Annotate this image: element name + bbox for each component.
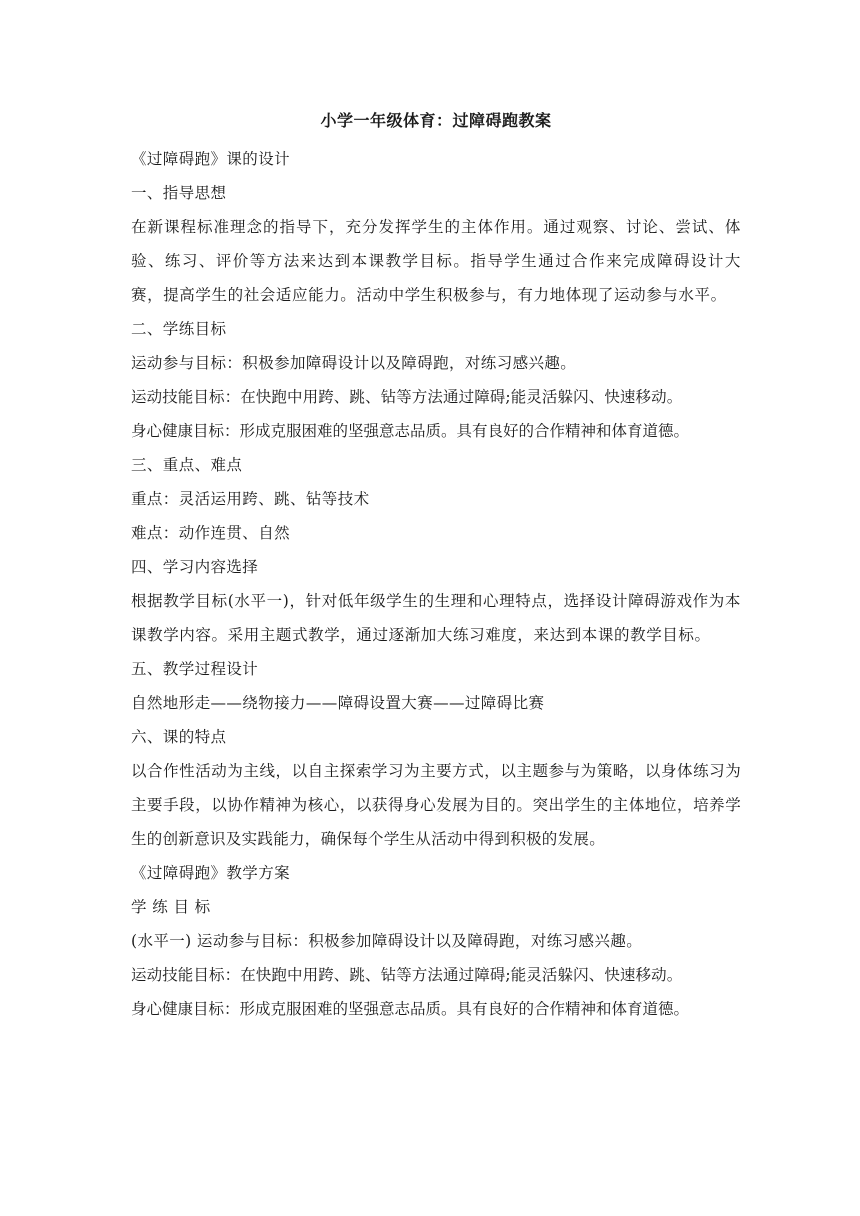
document-page — [131, 108, 741, 1026]
section-2-heading: 二、学练目标 — [131, 320, 227, 338]
goals-heading: 学 练 目 标 — [131, 898, 211, 916]
section-1-heading: 一、指导思想 — [131, 184, 227, 202]
section-5-heading: 五、教学过程设计 — [131, 660, 259, 678]
goals-health: 身心健康目标：形成克服困难的坚强意志品质。具有良好的合作精神和体育道德。 — [131, 1000, 690, 1018]
skill-goal: 运动技能目标：在快跑中用跨、跳、钻等方法通过障碍;能灵活躲闪、快速移动。 — [131, 388, 683, 406]
section-4-paragraph: 根据教学目标(水平一)，针对低年级学生的生理和心理特点，选择设计障碍游戏作为本课教学内容。采用主题式教学，通过逐渐加大练习难度，来达到本课的教学目标。 — [131, 592, 741, 644]
section-6-paragraph: 以合作性活动为主线，以自主探索学习为主要方式，以主题参与为策略，以身体练习为主要手段，以协作精神为核心，以获得身心发展为目的。突出学生的主体地位，培养学生的创新意识及实践能力，确保每个学生从活动中得到积极的发展。 — [131, 762, 741, 848]
design-heading: 《过障碍跑》课的设计 — [131, 150, 291, 168]
health-goal: 身心健康目标：形成克服困难的坚强意志品质。具有良好的合作精神和体育道德。 — [131, 422, 690, 440]
process-sequence: 自然地形走——绕物接力——障碍设置大赛——过障碍比赛 — [131, 694, 545, 712]
document-title: 小学一年级体育：过障碍跑教案 — [320, 111, 552, 130]
section-4-heading: 四、学习内容选择 — [131, 558, 259, 576]
section-6-heading: 六、课的特点 — [131, 728, 227, 746]
key-point: 重点：灵活运用跨、跳、钻等技术 — [131, 490, 370, 508]
goals-skill: 运动技能目标：在快跑中用跨、跳、钻等方法通过障碍;能灵活躲闪、快速移动。 — [131, 966, 683, 984]
section-1-paragraph: 在新课程标准理念的指导下，充分发挥学生的主体作用。通过观察、讨论、尝试、体验、练习、评价等方法来达到本课教学目标。指导学生通过合作来完成障碍设计大赛，提高学生的社会适应能力。活动中学生积极参与，有力地体现了运动参与水平。 — [131, 218, 741, 304]
plan-heading: 《过障碍跑》教学方案 — [131, 864, 291, 882]
participation-goal: 运动参与目标：积极参加障碍设计以及障碍跑，对练习感兴趣。 — [131, 354, 577, 372]
difficult-point: 难点：动作连贯、自然 — [131, 524, 291, 542]
goals-participation: (水平一) 运动参与目标：积极参加障碍设计以及障碍跑，对练习感兴趣。 — [131, 932, 643, 950]
section-3-heading: 三、重点、难点 — [131, 456, 243, 474]
